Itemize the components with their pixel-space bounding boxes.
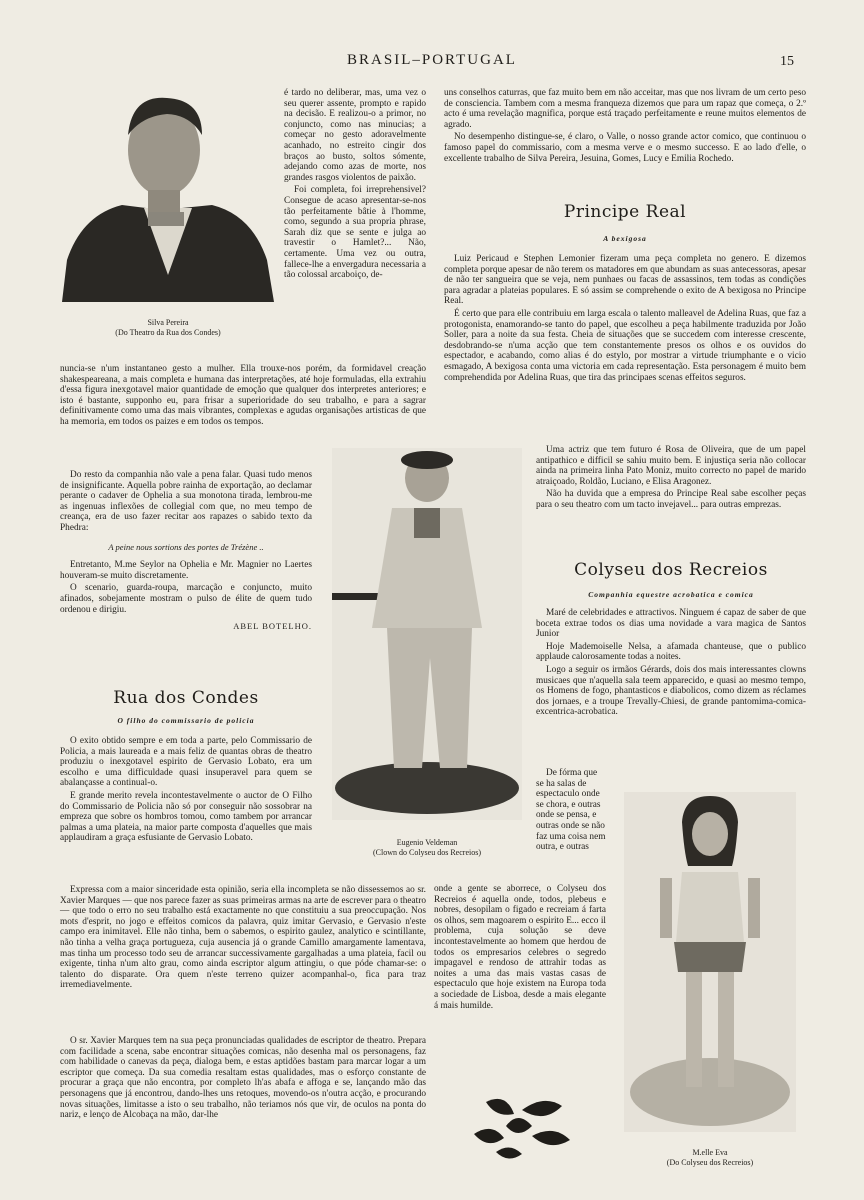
caption-silva-pereira [62, 318, 274, 338]
paragraph: é tardo no deliberar, mas, uma vez o seu querer assente, prompto e rapido na decisão. E realizou-o a primor, no conjuncto, como nas minucias; a começar no gesto adoravelmente acanhado, no estreito cingir dos braços ao busto, soltos sómente, adejando como azas de morte, nos grandes rasgos violentos de paixão. [284, 88, 426, 183]
text-column-mid-top [284, 88, 426, 283]
text-column-right-top [444, 88, 806, 166]
paragraph: Entretanto, M.me Seylor na Ophelia e Mr. Magnier no Laertes houveram-se muito discretamente. [60, 560, 312, 581]
text-column-rua-dos-condes [60, 736, 312, 846]
paragraph: É certo que para elle contribuiu em larga escala o talento malleavel de Adelina Ruas, que faz a protogonista, enamorando-se tanto do papel, que escolheu a peça habilmente traduzida por João Soller, para a noite da sua festa. Cheia de situações que se succedem com interesse crescente, desdobrando-se n'uma acção que tem constantemente presos os olhos e os ouvidos do espectador, e acabando, como alias é do estylo, por mostrar a virtude triumphante e o vicio esmagado, A bexigosa conta uma victoria em cada representação. Esta personagem é muito bem comprehendida por Adelina Ruas, que tira das principaes scenas effeitos seguros. [444, 308, 806, 383]
paragraph: O sr. Xavier Marques tem na sua peça pronunciadas qualidades de escriptor de theatro. Prepara com facilidade a scena, sabe encontrar situações comicas, não desenha mal os personagens, faz com habilidade o canevas da peça, dialoga bem, e estas aptidões bastam para marcar logar a um escriptor que começa. Da sua comedia resaltam estas qualidades, mas o esforço constante de procurar a graça que não encontra, por completo lh'as abafa e affoga e se, lançando mão das personagens que já encontrou, dando-lhes uns retoques, movendo-os n'outra acção, e procurando novas situações, limitasse a isto o seu trabalho, não teriamos nós que vir, de oculos na ponta do nariz, e lenço de Alcobaça na mão, dar-lhe [60, 1036, 426, 1121]
paragraph: Não ha duvida que a empresa do Principe Real sabe escolher peças para o seu theatro com um tacto invejavel... para outras emprezas. [536, 489, 806, 510]
paragraph: De fórma que se ha salas de espectaculo onde se chora, e outras onde se pensa, e outras onde se não faz uma coisa nem outra, e outras [536, 768, 606, 853]
caption-eva [624, 1148, 796, 1168]
caption-name: Silva Pereira [147, 318, 189, 327]
paragraph: O exito obtido sempre e em toda a parte, pelo Commissario de Policia, a mais laureada e a mais feliz de quantas obras de theatro produziu o inexgotavel espirito de Gervasio Lobato, era um escolho e uma difficuldade quasi insuperavel para quem se abalançasse a continual-o. [60, 736, 312, 789]
caption-source: (Do Theatro da Rua dos Condes) [115, 328, 221, 337]
text-column-colyseu-narrow [536, 768, 606, 855]
paragraph: Luiz Pericaud e Stephen Lemonier fizeram uma peça completa no genero. E dizemos completa porque apesar de não terem os matadores em que abundam as suas antecessoras, apesar de não ter sangueira que se veja, nem punhaes ou facas de assassinos, tem todas as condições para agradar a plateias populares. E só assim se comprehende o exito de A bexigosa no Principe Real. [444, 254, 806, 307]
paragraph: Maré de celebridades e attractivos. Ninguem é capaz de saber de que boceta extrae todos os dias uma novidade a vara magica de Santos Junior [536, 608, 806, 640]
text-column-colyseu-continuation [434, 884, 606, 1013]
paragraph: Do resto da companhia não vale a pena falar. Quasi tudo menos de insignificante. Aquella pobre rainha de exportação, ao declamar perante o cadaver de Ophelia a sua monotona tirada, lembrou-me as ingenuas inflexões de collegial com que, no meu tempo de creança, era de uso fazer recitar aos rapazes o sabido texto da Phedra: [60, 470, 312, 533]
section-subtitle-principe-real: A bexigosa [603, 234, 647, 243]
caption-name: Eugenio Veldeman [396, 838, 458, 847]
paragraph: Uma actriz que tem futuro é Rosa de Oliveira, que de um papel antipathico e difficil se sahiu muito bem. E injustiça seria não collocar ainda na primeira linha Pato Moniz, muito correcto no papel de marido atraiçoado, Roldão, Luciano, e Elisa Aragonez. [536, 445, 806, 487]
section-title-colyseu: Colyseu dos Recreios [574, 560, 768, 580]
caption-veldeman [332, 838, 522, 858]
paragraph: nuncia-se n'um instantaneo gesto a mulher. Ella trouxe-nos porém, da formidavel creação shakespeareana, a mais completa e humana das interpretações, até hoje formuladas, ella extrahiu d'essa figura inexgotavel maior quantidade de emoção que qualquer dos interpretes anteriores; e isto é bastante, supponho eu, para frisar a superioridade do seu trabalho, e para a sagrar definitivamente como uma das mais vibrantes, complexas e agudas organisações artisticas de que ha memoria, em todos os paizes e em todos os tempos. [60, 364, 426, 427]
section-subtitle-rua-dos-condes: O filho do commissario de policia [117, 716, 255, 725]
section-subtitle-colyseu: Companhia equestre acrobatica e comica [588, 590, 754, 599]
running-header: BRASIL–PORTUGAL [347, 52, 517, 68]
section-title-principe-real: Principe Real [563, 202, 687, 222]
caption-name: M.elle Eva [692, 1148, 728, 1157]
paragraph: uns conselhos caturras, que faz muito bem em não acceitar, mas que nos livram de um certo peso de consciencia. Tambem com a mesma franqueza dizemos que para um rapaz que começa, o 2.º acto é uma revelação magnifica, porque está traçado perfeitamente e reune muitos elementos de agrado. [444, 88, 806, 130]
paragraph: onde a gente se aborrece, o Colyseu dos Recreios é aquella onde, todos, plebeus e nobres, desopilam o figado e recreiam á farta os olhos, sem magoarem o espirito E... ecco il problema, cuja solução se deve incontestavelmente ao homem que herdou de todos os empresarios celebres o segredo impagavel e rendoso de attrahir todas as noites a uma das mais vastas casas de espectaculo que hoje existem na Europa toda a sociedade de Lisboa, desde a mais elegante á mais humilde. [434, 884, 606, 1011]
page-number: 15 [780, 54, 794, 69]
paragraph: Logo a seguir os irmãos Gérards, dois dos mais interessantes clowns musicaes que n'aquella sala teem apparecido, e quasi ao mesmo tempo, os Homens de fogo, phantasticos e diabolicos, como dizem as réclames dos jornaes, e a troupe Trevally-Chiesi, de grande pantomima-comica-excentrica-acrobatica. [536, 664, 806, 718]
verse-quote: A peine nous sortions des portes de Trézène .. [108, 541, 264, 552]
text-column-rua-dos-condes-end [60, 1036, 426, 1123]
caption-source: (Clown do Colyseu dos Recreios) [373, 848, 481, 857]
paragraph: Expressa com a maior sinceridade esta opinião, seria ella incompleta se não dissessemos ao sr. Xavier Marques — que nos parece fazer as suas primeiras armas na arte de escrever para o theatro — que todo o erro no seu trabalho está exactamente no que constituiu a sua preoccupação. Nos mots d'esprit, no jogo e effeitos comicos da palavra, quiz imitar Gervasio, e Gervasio n'este campo era inimitavel. Elle não tinha, bem o sabemos, o espirito gaulez, analytico e scintillante, não tinha a velha graça portugueza, cuja ausencia já o grande Camillo amargamente lamentava, mas tinha um processo todo seu de arrancar successivamente gargalhadas a uma plateia, facil ou exigente, tinha n'um alto grau, como ainda escriptor algum attingiu, o que póde chamar-se: o talento do disparate. Ora quem n'este terreno quizer acompanhal-o, fica para traz irremediavelmente. [60, 885, 426, 991]
text-column-left [60, 470, 312, 632]
photo-eugenio-veldeman [332, 448, 522, 820]
text-column-rua-dos-condes-wide [60, 885, 426, 993]
text-column-left-continuation [60, 364, 426, 430]
text-column-principe-real-narrow [536, 445, 806, 513]
paragraph: O scenario, guarda-roupa, marcação e conjuncto, muito afinados, sobejamente mostram o pulso de élite de quem tudo ordenou e dirigiu. [60, 583, 312, 615]
paragraph: Hoje Mademoiselle Nelsa, a afamada chanteuse, que o publico applaude calorosamente todas a noites. [536, 641, 806, 663]
photo-mlle-eva [624, 792, 796, 1132]
paragraph: E grande merito revela incontestavelmente o auctor de O Filho do Commissario de Policia não só por conseguir não sossobrar na empreza que sobre os hombros tomou, como tambem por arrancar palmas a uma plateia, na maior parte composta d'aquelles que mais applaudiram a graça esfusiante de Gervasio Lobato. [60, 790, 312, 844]
paragraph: No desempenho distingue-se, é claro, o Valle, o nosso grande actor comico, que continuou o famoso papel do commissario, com a mesma verve e o mesmo successo. E ao lado d'elle, o excellente trabalho de Silva Pereira, Jesuina, Gomes, Lucy e Emilia Rochedo. [444, 132, 806, 164]
author-signature: ABEL BOTELHO. [233, 621, 312, 632]
caption-source: (Do Colyseu dos Recreios) [666, 1158, 754, 1167]
paragraph: Foi completa, foi irreprehensivel? Consegue de acaso apresentar-se-nos tão perfeitamente bâtie à l'homme, como, segundo a sua propria phrase, Sarah diz que se sente e julga ao travestir o Hamlet?... Não, certamente. Uma vez ou outra, fallece-lhe a envergadura necessaria a tão colossal arcaboiço, de- [284, 185, 426, 281]
portrait-silva-pereira [62, 90, 274, 302]
floral-ornament-icon [466, 1092, 576, 1164]
text-column-colyseu [536, 608, 806, 720]
section-title-rua-dos-condes: Rua dos Condes [113, 688, 259, 708]
text-column-principe-real [444, 254, 806, 385]
